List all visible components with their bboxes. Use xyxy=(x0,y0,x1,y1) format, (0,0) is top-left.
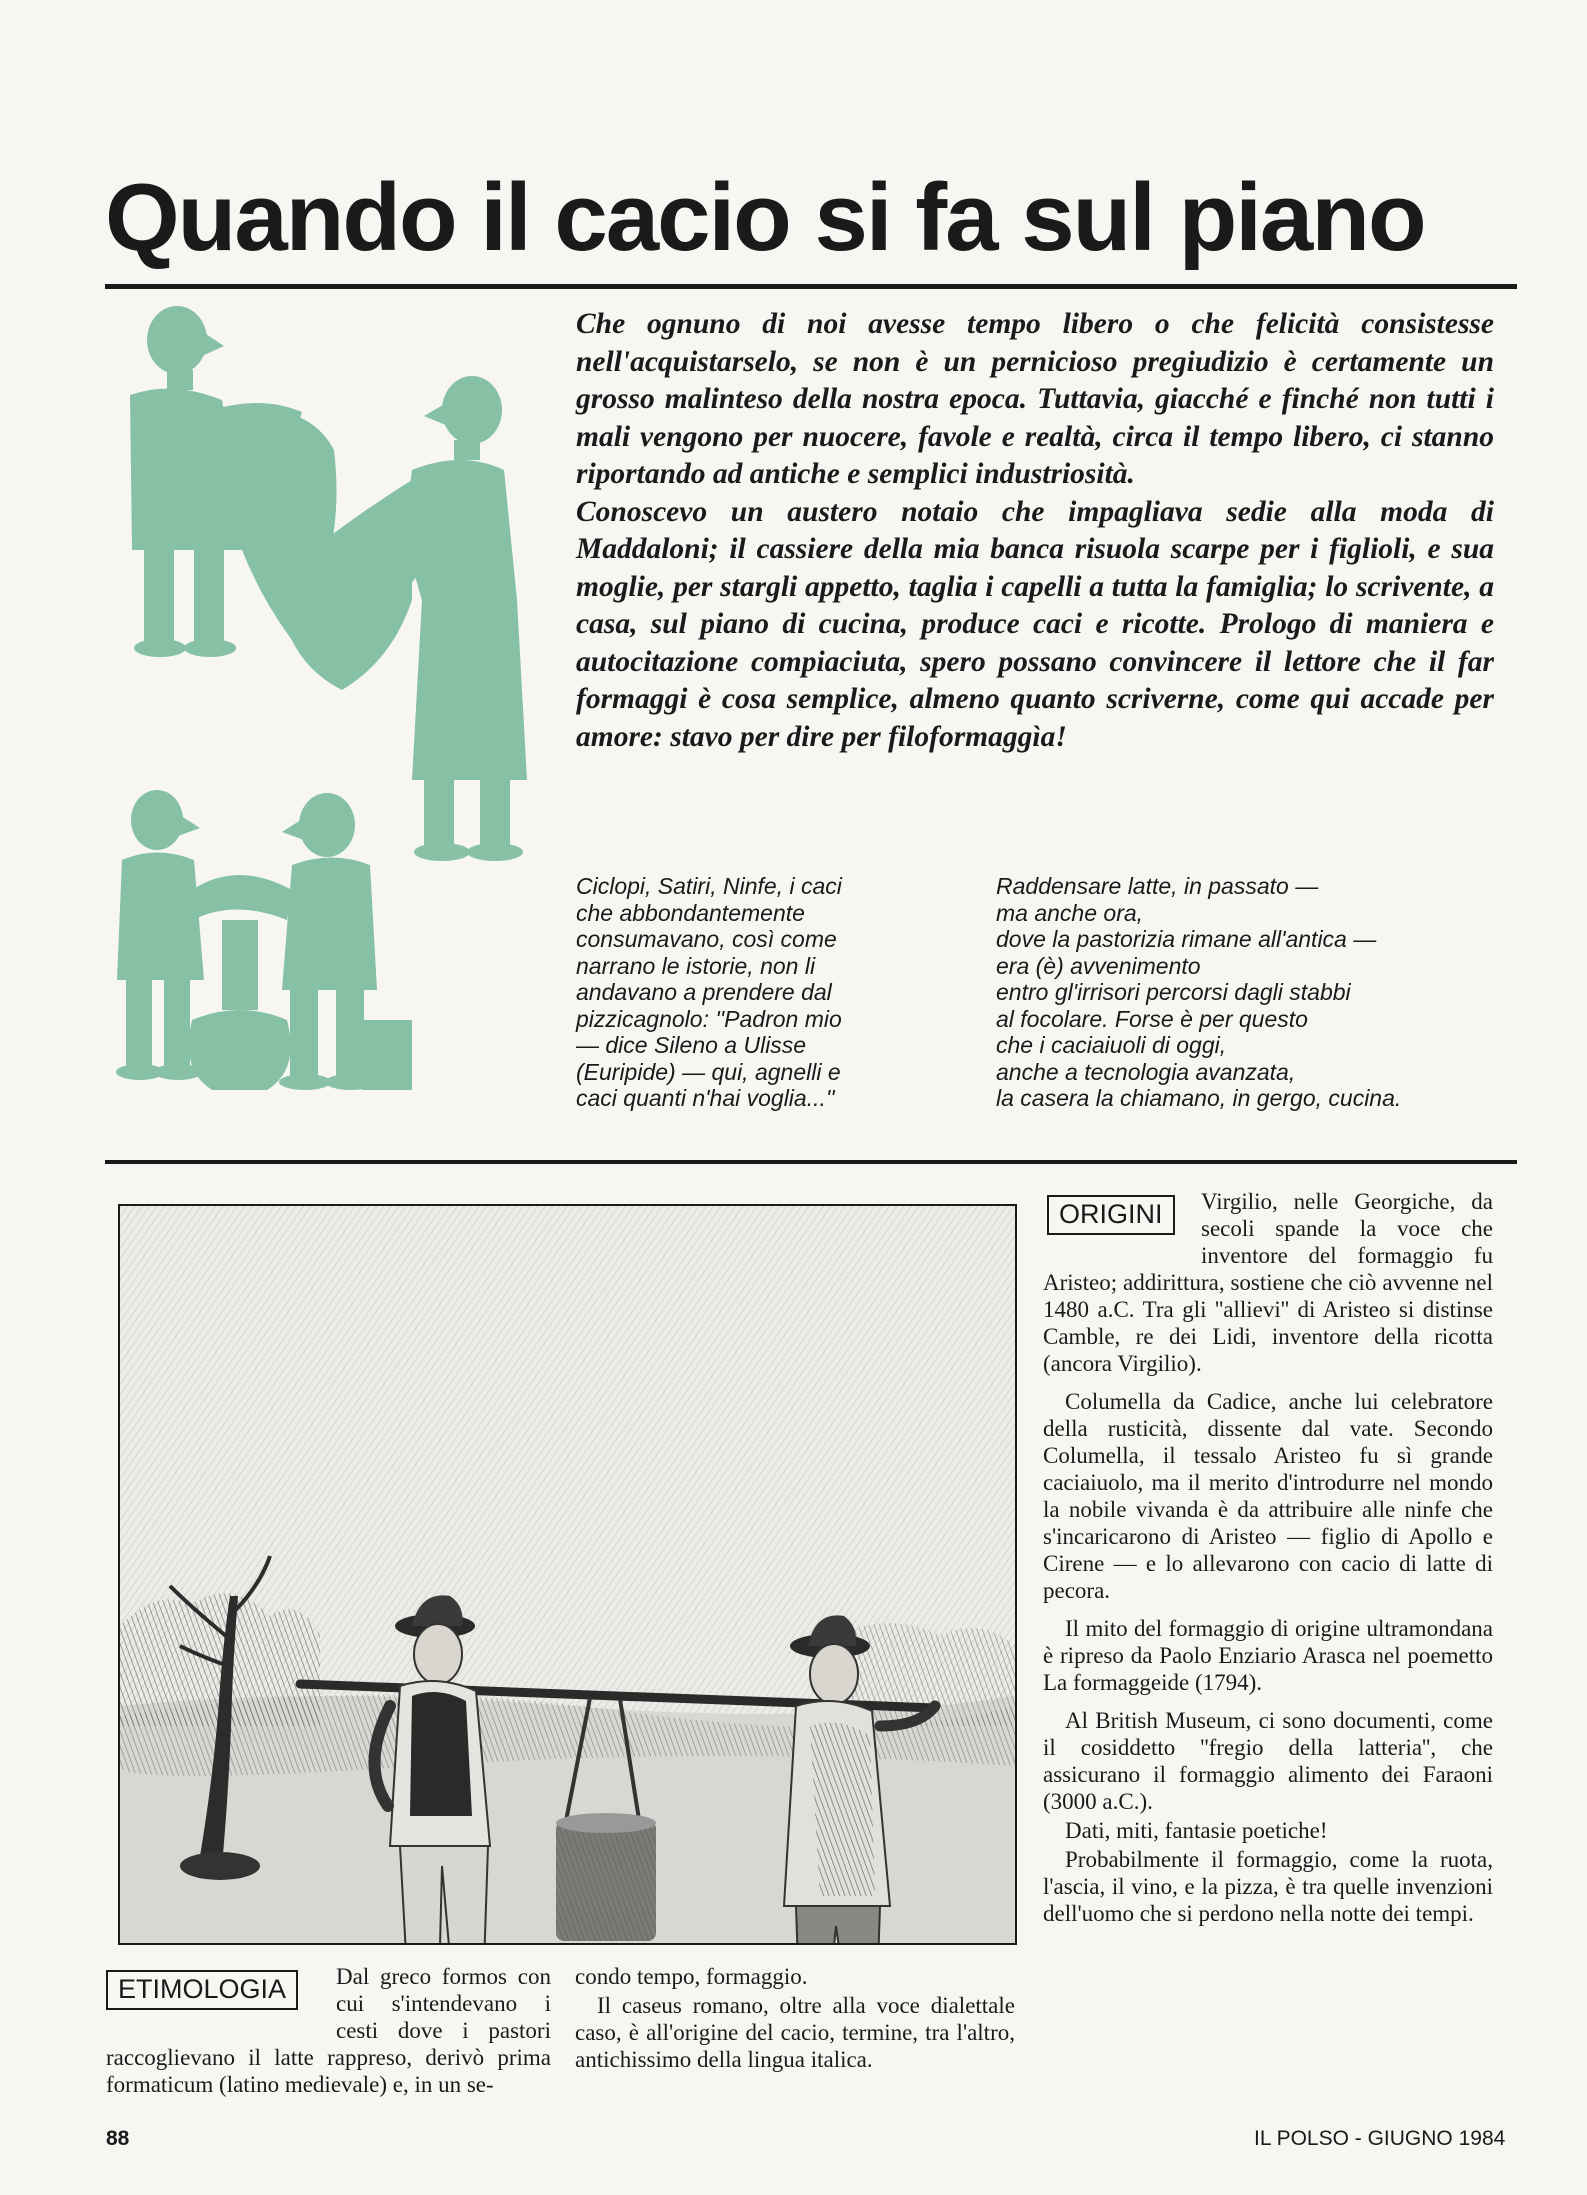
quote-line: dove la pastorizia rimane all'antica — xyxy=(996,926,1377,952)
quote-line: ma anche ora, xyxy=(996,899,1144,926)
section-rule xyxy=(105,1160,1517,1164)
quote-line: Raddensare latte, in passato — xyxy=(996,873,1319,899)
etimologia-label: ETIMOLOGIA xyxy=(106,1970,298,2010)
quote-line: Ciclopi, Satiri, Ninfe, i caci xyxy=(576,873,842,899)
origini-paragraph: Columella da Cadice, anche lui celebratore della rusticità, dissente dal vate. Secondo Columella, il tessalo Aristeo fu sì grande caciaiuolo, ma il merito d'introdurre nel mondo la nobile vivanda è da attribuire alle ninfe che s'incaricarono di Aristeo — figlio di Apollo e Cirene — e lo allevarono con cacio di latte di pecora. xyxy=(1043,1389,1493,1603)
origini-paragraph: Probabilmente il formaggio, come la ruota, l'ascia, il vino, e la pizza, è tra quelle invenzioni dell'uomo che si perdono nella notte dei tempi. xyxy=(1043,1847,1493,1926)
origini-column xyxy=(1043,1188,1493,1927)
quote-line: al focolare. Forse è per questo xyxy=(996,1005,1308,1032)
article-title: Quando il cacio si fa sul piano xyxy=(105,164,1425,271)
origini-paragraph: Virgilio, nelle Georgiche, da secoli spande la voce che inventore del formaggio fu Aristeo; addirittura, sostiene che ciò avvenne nel 1480 a.C. Tra gli ''allievi'' di Aristeo si distinse Camble, re dei Lidi, inventore della ricotta (ancora Virgilio). xyxy=(1043,1189,1493,1376)
quote-line: (Euripide) — qui, agnelli e xyxy=(576,1058,841,1085)
article-intro xyxy=(576,306,1494,756)
ancient-figures-illustration xyxy=(112,300,542,1140)
quote-line: che abbondantemente xyxy=(576,899,805,926)
engraving-illustration xyxy=(120,1206,1015,1943)
quote-line: caci quanti n'hai voglia...'' xyxy=(576,1085,835,1111)
intro-paragraph: Che ognuno di noi avesse tempo libero o che felicità consistesse nell'acquistarselo, se non è un pernicioso pregiudizio è certamente un grosso malinteso della nostra epoca. Tuttavia, giacché e finché non tutti i mali vengono per nuocere, favole e realtà, circa il tempo libero, ci stanno riportando ad antiche e semplici industriosità. xyxy=(576,308,1494,490)
quote-right xyxy=(996,873,1496,1112)
publication-line: IL POLSO - GIUGNO 1984 xyxy=(1254,2127,1506,2150)
etimologia-paragraph: Il caseus romano, oltre alla voce dialettale caso, è all'origine del cacio, termine, tra l'altro, antichissimo della lingua italica. xyxy=(575,1993,1015,2072)
origini-paragraph: Il mito del formaggio di origine ultramondana è ripreso da Paolo Enziario Arasca nel poemetto La formaggeide (1794). xyxy=(1043,1616,1493,1695)
etimologia-column xyxy=(106,1963,551,2098)
quote-line: era (è) avvenimento xyxy=(996,952,1201,979)
quote-line: narrano le istorie, non li xyxy=(576,952,816,979)
page-number: 88 xyxy=(106,2127,130,2150)
quote-line: consumavano, così come xyxy=(576,926,837,952)
origini-paragraph: Al British Museum, ci sono documenti, come il cosiddetto ''fregio della latteria'', che assicurano il formaggio alimento dei Faraoni (3000 a.C.). xyxy=(1043,1708,1493,1814)
quote-left xyxy=(576,873,956,1112)
quote-line: la casera la chiamano, in gergo, cucina. xyxy=(996,1085,1402,1111)
etimologia-paragraph: Dal greco formos con cui s'intendevano i cesti dove i pastori raccoglievano il latte rappreso, derivò prima formaticum (latino medievale) e, in un se- xyxy=(106,1964,551,2097)
etimologia-continued xyxy=(575,1963,1015,2073)
title-rule xyxy=(105,284,1517,289)
quote-line: pizzicagnolo: ''Padron mio xyxy=(576,1005,842,1032)
quote-line: anche a tecnologia avanzata, xyxy=(996,1058,1296,1085)
quote-line: che i caciaiuoli di oggi, xyxy=(996,1032,1227,1058)
quote-line: — dice Sileno a Ulisse xyxy=(576,1032,807,1058)
origini-paragraph: Dati, miti, fantasie poetiche! xyxy=(1065,1818,1328,1843)
quote-line: entro gl'irrisori percorsi dagli stabbi xyxy=(996,979,1351,1005)
origini-label: ORIGINI xyxy=(1047,1195,1175,1235)
etimologia-paragraph: condo tempo, formaggio. xyxy=(575,1964,808,1989)
intro-paragraph: Conoscevo un austero notaio che impagliava sedie alla moda di Maddaloni; il cassiere della mia banca risuola scarpe per i figlioli, e sua moglie, per stargli appetto, taglia i capelli a tutta la famiglia; lo scrivente, a casa, sul piano di cucina, produce caci e ricotte. Prologo di maniera e autocitazione compiaciuta, spero possano convincere il lettore che il far formaggi è cosa semplice, almeno quanto scriverne, come qui accade per amore: stavo per dire per filoformaggìa! xyxy=(576,495,1494,753)
engraving-frame xyxy=(118,1204,1017,1945)
quote-line: andavano a prendere dal xyxy=(576,979,832,1005)
